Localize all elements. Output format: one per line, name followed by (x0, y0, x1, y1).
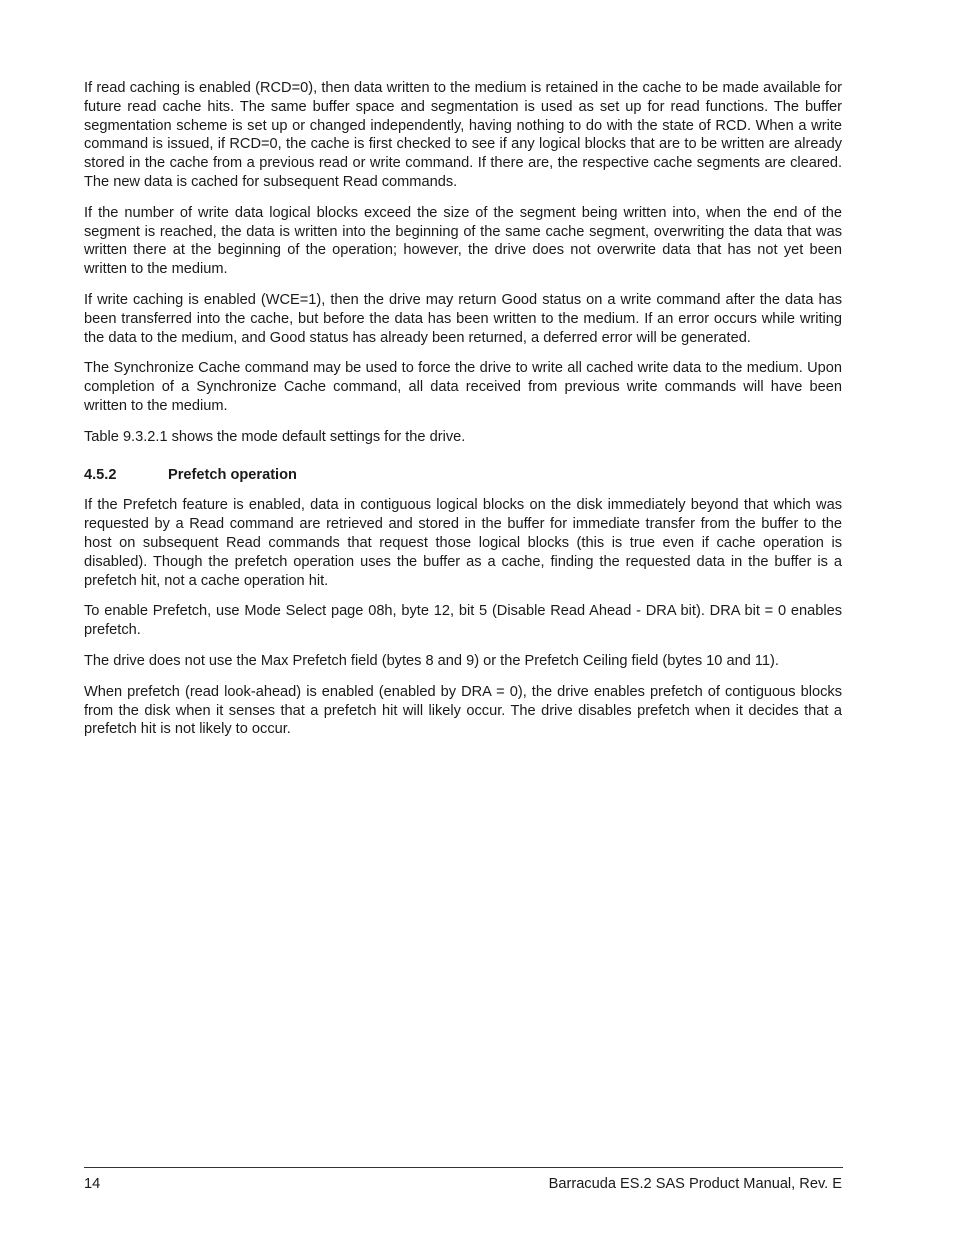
footer-divider (84, 1167, 843, 1168)
section-heading (84, 466, 842, 485)
section-number: 4.5.2 (84, 466, 117, 483)
paragraph-write-caching: If write caching is enabled (WCE=1), then the drive may return Good status on a write command after the data has been transferred into the cache, but before the data has been written to the medium. If an error occurs while writing the data to the medium, and Good status has already been returned, a deferred error will be generated. (84, 291, 842, 346)
paragraph-prefetch-feature: If the Prefetch feature is enabled, data in contiguous logical blocks on the disk immediately beyond that which was requested by a Read command are retrieved and stored in the buffer for immediate transfer from the buffer to the host on subsequent Read commands that request those logical blocks (this is true even if cache operation is disabled). Though the prefetch operation uses the buffer as a cache, finding the requested data in the buffer is a prefetch hit, not a cache operation hit. (84, 497, 842, 589)
paragraph-read-caching: If read caching is enabled (RCD=0), then data written to the medium is retained in the cache to be made available for future read cache hits. The same buffer space and segmentation is used as set up for read functions. The buffer segmentation scheme is set up or changed independently, having nothing to do with the state of RCD. When a write command is issued, if RCD=0, the cache is first checked to see if any logical blocks that are to be written are already stored in the cache from a previous read or write command. If there are, the respective cache segments are cleared. The new data is cached for subsequent Read commands. (84, 80, 842, 190)
section-title: Prefetch operation (168, 466, 297, 483)
paragraph-table-reference: Table 9.3.2.1 shows the mode default settings for the drive. (84, 428, 466, 445)
page-footer (84, 1175, 842, 1194)
page-content (84, 79, 842, 751)
paragraph-segment-overflow: If the number of write data logical blocks exceed the size of the segment being written into, when the end of the segment is reached, the data is written into the beginning of the same cache segment, overwriting the data that was written there at the beginning of the operation; however, the drive does not overwrite data that has not yet been written to the medium. (84, 204, 842, 278)
paragraph-max-prefetch: The drive does not use the Max Prefetch field (bytes 8 and 9) or the Prefetch Ceiling field (bytes 10 and 11). (84, 652, 779, 669)
paragraph-look-ahead: When prefetch (read look-ahead) is enabled (enabled by DRA = 0), the drive enables prefetch of contiguous blocks from the disk when it senses that a prefetch hit will likely occur. The drive disables prefetch when it decides that a prefetch hit is not likely to occur. (84, 683, 842, 738)
paragraph-enable-prefetch: To enable Prefetch, use Mode Select page 08h, byte 12, bit 5 (Disable Read Ahead - DRA bit). DRA bit = 0 enables prefetch. (84, 603, 842, 639)
page-number: 14 (84, 1176, 101, 1192)
paragraph-synchronize-cache: The Synchronize Cache command may be used to force the drive to write all cached write data to the medium. Upon completion of a Synchronize Cache command, all data received from previous write commands will have been written to the medium. (84, 360, 842, 414)
document-title: Barracuda ES.2 SAS Product Manual, Rev. E (548, 1176, 842, 1192)
